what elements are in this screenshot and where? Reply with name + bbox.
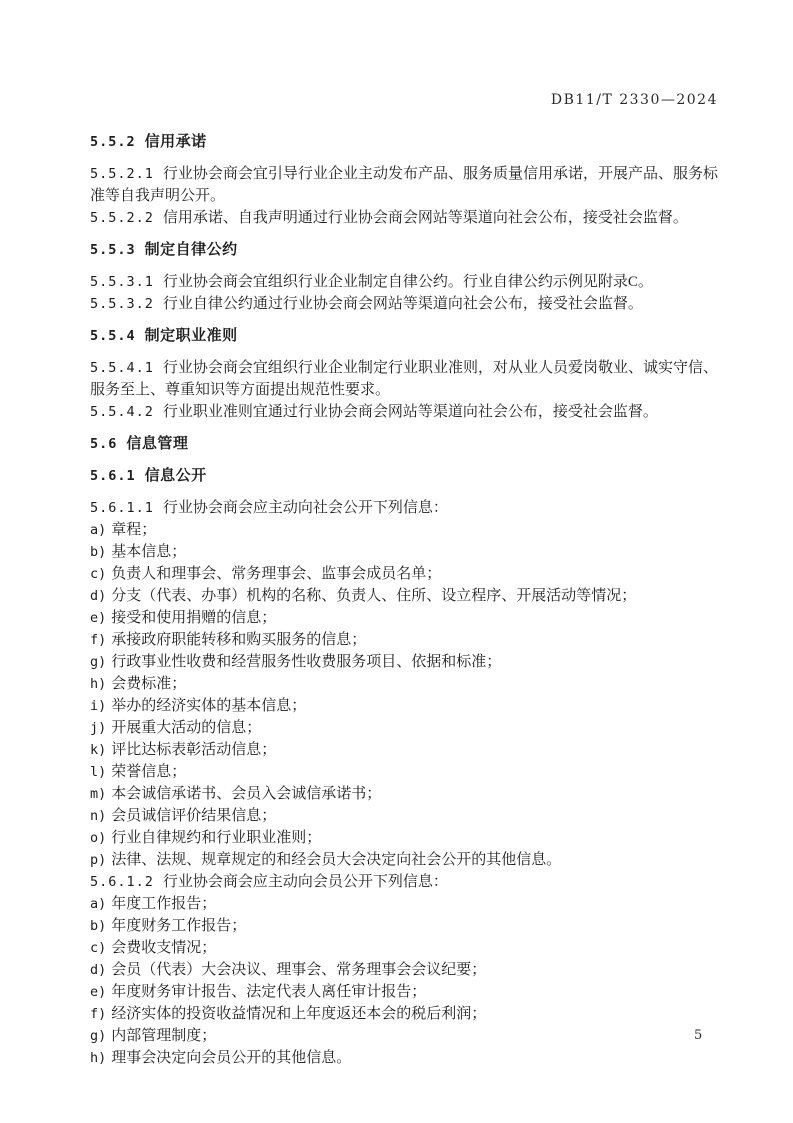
item-label: a) — [90, 896, 107, 912]
clause-text: 行业协会商会宜引导行业企业主动发布产品、服务质量信用承诺，开展产品、服务标准等自我声明公开。 — [90, 166, 718, 204]
clause-text: 内部管理制度； — [111, 1028, 217, 1044]
item-label: b) — [90, 544, 107, 560]
list-item — [90, 761, 718, 783]
item-label: d) — [90, 588, 107, 604]
clause-text: 会员（代表）大会决议、理事会、常务理事会会议纪要； — [111, 962, 487, 978]
clause-text: 开展重大活动的信息； — [111, 720, 262, 736]
clause-number: 5.5.2.2 — [90, 210, 154, 226]
item-label: h) — [90, 1050, 107, 1066]
clause-text: 章程； — [111, 522, 157, 538]
clause-text: 行业协会商会宜组织行业企业制定行业职业准则，对从业人员爱岗敬业、诚实守信、服务至上、尊重知识等方面提出规范性要求。 — [90, 360, 718, 398]
clause-paragraph — [90, 163, 718, 207]
clause-text: 行业自律公约通过行业协会商会网站等渠道向社会公布，接受社会监督。 — [162, 296, 643, 312]
list-item — [90, 915, 718, 937]
clause-text: 年度财务审计报告、法定代表人离任审计报告； — [111, 984, 427, 1000]
list-item — [90, 739, 718, 761]
clause-number: 5.6 — [90, 436, 118, 452]
item-label: o) — [90, 830, 107, 846]
item-label: e) — [90, 984, 107, 1000]
clause-number: 5.5.4.1 — [90, 360, 154, 376]
item-label: h) — [90, 676, 107, 692]
page-footer — [694, 1028, 702, 1043]
item-label: g) — [90, 654, 107, 670]
clause-text: 负责人和理事会、常务理事会、监事会成员名单； — [111, 566, 442, 582]
heading-text: 信用承诺 — [144, 133, 207, 150]
clause-text: 承接政府职能转移和购买服务的信息； — [111, 632, 367, 648]
list-item — [90, 629, 718, 651]
clause-number: 5.6.1 — [90, 468, 136, 484]
item-label: b) — [90, 918, 107, 934]
clause-text: 分支（代表、办事）机构的名称、负责人、住所、设立程序、开展活动等情况； — [111, 588, 637, 604]
clause-text: 年度财务工作报告； — [111, 918, 247, 934]
item-label: d) — [90, 962, 107, 978]
item-label: i) — [90, 698, 107, 714]
list-item — [90, 827, 718, 849]
list-item — [90, 541, 718, 563]
list-item — [90, 783, 718, 805]
clause-text: 基本信息； — [111, 544, 187, 560]
clause-text: 行业协会商会应主动向会员公开下列信息： — [162, 874, 448, 890]
heading-text: 信息管理 — [126, 435, 189, 452]
list-item — [90, 805, 718, 827]
section-heading — [90, 465, 718, 487]
heading-text: 信息公开 — [144, 467, 207, 484]
clause-text: 会员诚信评价结果信息； — [111, 808, 277, 824]
list-item — [90, 893, 718, 915]
standard-code: DB11/T 2330—2024 — [550, 92, 718, 108]
clause-text: 会费收支情况； — [111, 940, 217, 956]
section-heading — [90, 239, 718, 261]
clause-number: 5.5.4 — [90, 328, 136, 344]
item-label: l) — [90, 764, 107, 780]
clause-text: 理事会决定向会员公开的其他信息。 — [111, 1050, 352, 1066]
item-label: m) — [90, 786, 107, 802]
clause-paragraph — [90, 401, 718, 423]
list-item — [90, 959, 718, 981]
list-item — [90, 673, 718, 695]
section-heading — [90, 131, 718, 153]
item-label: g) — [90, 1028, 107, 1044]
clause-number: 5.6.1.1 — [90, 500, 154, 516]
list-item — [90, 849, 718, 871]
clause-paragraph — [90, 357, 718, 401]
item-label: n) — [90, 808, 107, 824]
list-item — [90, 651, 718, 673]
clause-paragraph — [90, 871, 718, 893]
clause-paragraph — [90, 293, 718, 315]
clause-paragraph — [90, 207, 718, 229]
section-heading — [90, 433, 718, 455]
document-body — [90, 121, 718, 1069]
list-item — [90, 717, 718, 739]
clause-text: 经济实体的投资收益情况和上年度返还本会的税后利润； — [111, 1006, 487, 1022]
clause-text: 法律、法规、规章规定的和经会员大会决定向社会公开的其他信息。 — [111, 852, 562, 868]
list-item — [90, 607, 718, 629]
list-item — [90, 981, 718, 1003]
page-number: 5 — [694, 1028, 703, 1043]
item-label: c) — [90, 940, 107, 956]
clause-paragraph — [90, 497, 718, 519]
clause-number: 5.5.3 — [90, 242, 136, 258]
clause-paragraph — [90, 271, 718, 293]
item-label: a) — [90, 522, 107, 538]
list-item — [90, 585, 718, 607]
clause-number: 5.5.3.2 — [90, 296, 154, 312]
clause-text: 信用承诺、自我声明通过行业协会商会网站等渠道向社会公布，接受社会监督。 — [162, 210, 688, 226]
item-label: p) — [90, 852, 107, 868]
clause-text: 行业职业准则宜通过行业协会商会网站等渠道向社会公布，接受社会监督。 — [162, 404, 658, 420]
clause-number: 5.5.2 — [90, 134, 136, 150]
item-label: f) — [90, 1006, 107, 1022]
item-label: f) — [90, 632, 107, 648]
list-item — [90, 1047, 718, 1069]
heading-text: 制定职业准则 — [144, 327, 238, 344]
section-heading — [90, 325, 718, 347]
clause-text: 接受和使用捐赠的信息； — [111, 610, 277, 626]
list-item — [90, 695, 718, 717]
list-item — [90, 1003, 718, 1025]
clause-number: 5.6.1.2 — [90, 874, 154, 890]
clause-text: 年度工作报告； — [111, 896, 217, 912]
item-label: k) — [90, 742, 107, 758]
clause-number: 5.5.3.1 — [90, 274, 154, 290]
item-label: e) — [90, 610, 107, 626]
clause-text: 荣誉信息； — [111, 764, 187, 780]
page-header — [90, 92, 718, 108]
heading-text: 制定自律公约 — [144, 241, 238, 258]
clause-number: 5.5.4.2 — [90, 404, 154, 420]
item-label: c) — [90, 566, 107, 582]
list-item — [90, 519, 718, 541]
item-label: j) — [90, 720, 107, 736]
list-item — [90, 937, 718, 959]
clause-text: 评比达标表彰活动信息； — [111, 742, 277, 758]
clause-text: 行业自律规约和行业职业准则； — [111, 830, 322, 846]
clause-text: 本会诚信承诺书、会员入会诚信承诺书； — [111, 786, 382, 802]
list-item — [90, 1025, 718, 1047]
clause-text: 行政事业性收费和经营服务性收费服务项目、依据和标准； — [111, 654, 502, 670]
clause-text: 举办的经济实体的基本信息； — [111, 698, 307, 714]
clause-text: 会费标准； — [111, 676, 187, 692]
clause-text: 行业协会商会宜组织行业企业制定自律公约。行业自律公约示例见附录C。 — [162, 274, 653, 290]
list-item — [90, 563, 718, 585]
clause-number: 5.5.2.1 — [90, 166, 154, 182]
clause-text: 行业协会商会应主动向社会公开下列信息： — [162, 500, 448, 516]
